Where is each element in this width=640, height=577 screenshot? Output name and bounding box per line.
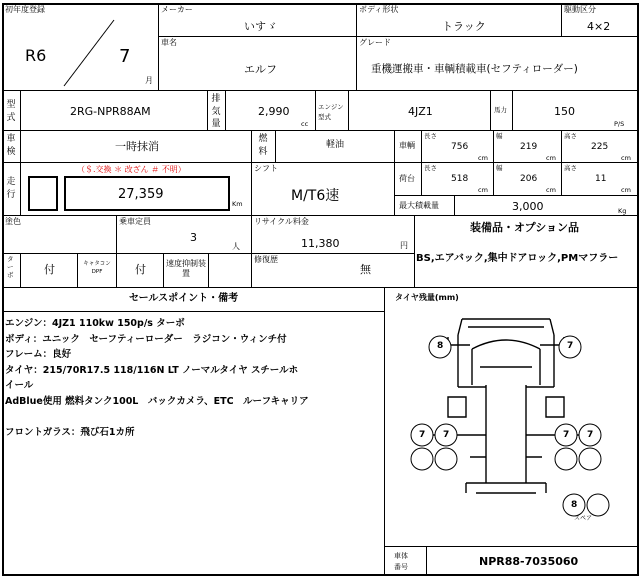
recycle-label: リサイクル料金 — [254, 217, 309, 226]
first-reg-label: 初年度登録 — [5, 5, 45, 14]
displacement-label: 排気量 — [211, 94, 221, 130]
mileage-label: 走行 — [6, 177, 16, 200]
speed-limiter-label: 速度抑制装置 — [166, 259, 206, 279]
capacity-label: 乗車定員 — [119, 217, 151, 226]
sales-line: ボディ：ユニック セーフティーローダー ラジコン・ウィンチ付 — [5, 333, 287, 345]
bed-length-value: 518 — [451, 174, 469, 184]
grade-label: グレード — [359, 38, 391, 47]
catalyst-value: 付 — [135, 263, 146, 276]
tire-spare-label: スペア — [574, 515, 593, 522]
tire-label: タイヤ残量(mm) — [395, 293, 459, 302]
grade-value: 重機運搬車・車輌積載車(セフティローダー) — [371, 63, 578, 75]
equipment-label: 装備品・オプション品 — [470, 221, 580, 234]
vehicle-length-label: 長さ — [424, 132, 437, 140]
sales-line: AdBlue使用 燃料タンク100L バックカメラ、ETC ルーフキャリア — [5, 395, 309, 407]
vehicle-length-unit: cm — [478, 154, 488, 162]
sales-line: タイヤ：215/70R17.5 118/116N LT ノーマルタイヤ スチールホ — [5, 364, 299, 376]
displacement-unit: cc — [301, 120, 309, 128]
drive-value: 4×2 — [587, 20, 611, 33]
vehicle-height-unit: cm — [621, 154, 631, 162]
truck-diagram — [384, 287, 639, 547]
capacity-unit: 人 — [232, 242, 240, 251]
horsepower-unit: P/S — [614, 120, 625, 128]
mileage-unit: Km — [232, 200, 243, 208]
sales-line: エンジン：4JZ1 110kw 150p/s ターボ — [5, 318, 185, 329]
bed-width-unit: cm — [546, 186, 556, 194]
first-reg-month-unit: 月 — [145, 76, 153, 85]
max-load-unit: Kg — [618, 207, 627, 215]
vehicle-height-value: 225 — [591, 142, 609, 152]
chassis-value: NPR88-7035060 — [479, 555, 579, 568]
tire-front-right: 7 — [567, 341, 574, 351]
bed-dims-label: 荷台 — [399, 174, 415, 183]
max-load-value: 3,000 — [512, 200, 544, 213]
model-value: 2RG-NPR88AM — [70, 105, 151, 118]
engine-model-label: エンジン型式 — [318, 103, 344, 121]
horsepower-value: 150 — [554, 105, 575, 118]
tire-front-left: 8 — [437, 341, 444, 351]
bed-height-unit: cm — [621, 186, 631, 194]
bed-width-label: 幅 — [496, 164, 503, 172]
chassis-label: 車体番号 — [394, 552, 408, 572]
tire-rear-left-inner: 7 — [443, 430, 450, 440]
bed-length-label: 長さ — [424, 164, 437, 172]
inspection-label: 車検 — [6, 134, 16, 157]
turbo-value: 付 — [44, 263, 55, 276]
sales-line: フレーム：良好 — [5, 349, 72, 360]
fuel-label: 燃料 — [258, 134, 268, 157]
body-shape-value: トラック — [442, 20, 486, 33]
mileage-notice: （＄.交換 ＊ 改ざん ＃ 不明） — [77, 165, 186, 174]
repair-history-value: 無 — [360, 263, 371, 276]
sales-line: イール — [5, 380, 34, 391]
equipment-value: BS,エアバック,集中ドアロック,PMマフラー — [416, 253, 619, 264]
vehicle-width-value: 219 — [520, 142, 538, 152]
bed-length-unit: cm — [478, 186, 488, 194]
catalyst-label: キャタコンDPF — [83, 261, 111, 276]
fuel-value: 軽油 — [326, 140, 345, 150]
recycle-unit: 円 — [400, 241, 408, 250]
body-shape-label: ボディ形状 — [359, 5, 399, 14]
inspection-value: 一時抹消 — [115, 140, 159, 153]
repair-history-label: 修復歴 — [254, 255, 278, 264]
bed-height-value: 11 — [595, 174, 607, 184]
vehicle-height-label: 高さ — [564, 132, 577, 140]
color-label: 塗色 — [5, 217, 21, 226]
horsepower-label: 馬力 — [494, 106, 507, 114]
first-reg-month: 7 — [119, 46, 131, 67]
recycle-value: 11,380 — [301, 237, 340, 250]
sales-line: フロントガラス：飛び石1カ所 — [5, 426, 135, 438]
vehicle-dims-label: 車輌 — [399, 141, 415, 150]
capacity-value: 3 — [190, 231, 197, 244]
bed-height-label: 高さ — [564, 164, 577, 172]
max-load-cell — [454, 195, 639, 216]
sales-lines — [5, 316, 383, 440]
speed-limiter-cell — [208, 253, 252, 288]
tire-spare: 8 — [571, 500, 578, 510]
vehicle-width-label: 幅 — [496, 132, 503, 140]
tire-rear-left-outer: 7 — [419, 430, 426, 440]
tire-rear-right-inner: 7 — [563, 430, 570, 440]
shift-value: M/T6速 — [291, 188, 340, 204]
mileage-flag-box — [28, 176, 58, 211]
bed-width-value: 206 — [520, 174, 538, 184]
turbo-label: ターボ — [7, 255, 14, 279]
car-name-value: エルフ — [244, 63, 277, 76]
car-name-label: 車名 — [161, 38, 177, 47]
shift-label: シフト — [254, 164, 278, 173]
reg-divider-slash — [60, 18, 116, 88]
vehicle-length-value: 756 — [451, 142, 469, 152]
displacement-value: 2,990 — [258, 105, 290, 118]
mileage-value: 27,359 — [118, 187, 164, 202]
sales-title: セールスポイント・備考 — [129, 293, 239, 304]
first-reg-year: R6 — [25, 46, 47, 65]
vehicle-width-unit: cm — [546, 154, 556, 162]
tire-rear-right-outer: 7 — [587, 430, 594, 440]
sales-line — [5, 409, 383, 425]
maker-value: いすゞ — [244, 20, 277, 33]
maker-label: メーカー — [161, 5, 193, 14]
model-label: 型式 — [6, 100, 16, 123]
drive-label: 駆動区分 — [564, 5, 596, 14]
max-load-label: 最大積載量 — [399, 201, 439, 210]
engine-model-value: 4JZ1 — [408, 105, 433, 118]
